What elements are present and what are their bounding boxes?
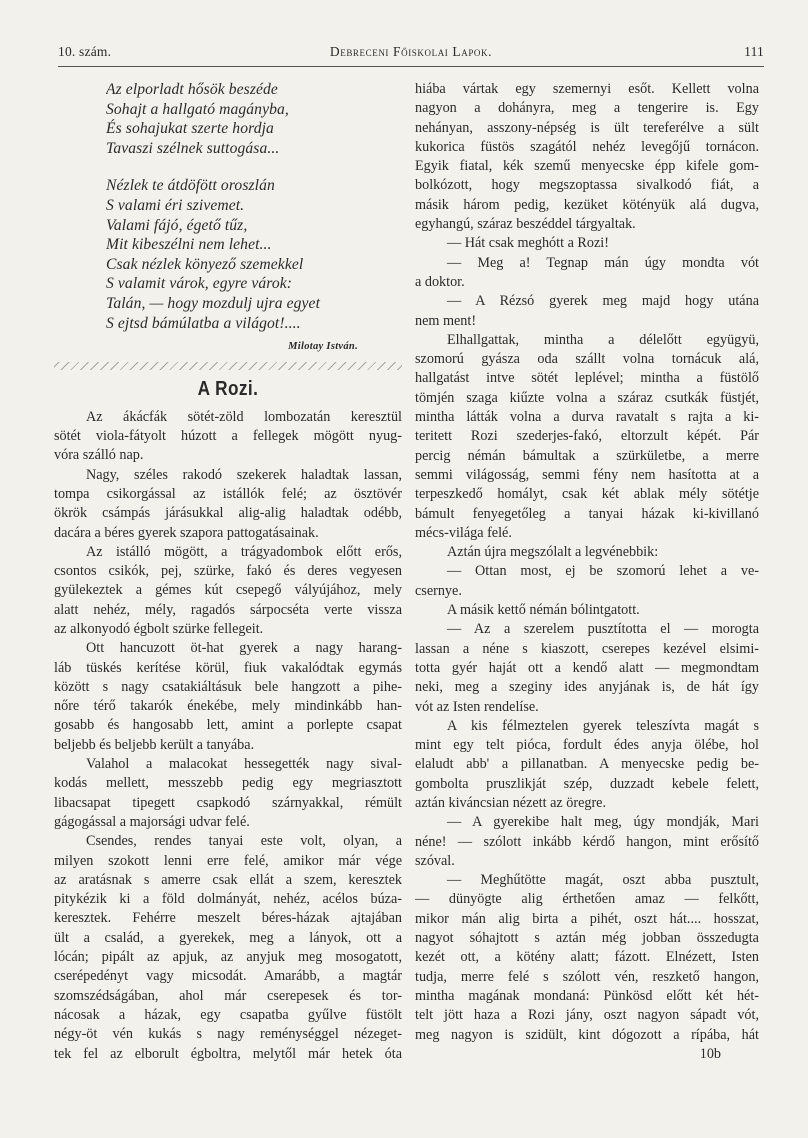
text-line: telt jött haza a Rozi jány, oszt nagyon sápadt vót,: [415, 1007, 759, 1024]
story-title: A Rozi.: [197, 378, 259, 401]
text-line: — Meg a! Tegnap mán úgy mondta vót: [447, 254, 759, 271]
text-line: — dünyögte alig érthetően amaz — felkőtt,: [415, 891, 759, 908]
poem-line: Csak nézlek könyező szemekkel: [106, 255, 304, 273]
text-line: Az istálló mögött, a trágyadombok előtt erős,: [86, 543, 402, 560]
text-line: az aratásnak s amerre csak ellát a szem, keresztek: [54, 871, 402, 888]
poem-line: Nézlek te átdöfött oroszlán: [106, 177, 275, 195]
text-line: lassan a néne s kiaszott, cserepes kezével elsimi-: [415, 640, 759, 657]
story-body-right: [415, 80, 759, 1045]
text-line: — Ottan most, ej be szomorú lehet a ve-: [447, 563, 759, 580]
text-line: cserépedényt vagy micsodát. Amarább, a magtár: [54, 968, 402, 985]
text-line: teritett Rozi szederjes-fakó, eltorzult képét. Pár: [415, 428, 759, 445]
text-line: ökrök csámpás járásukkal alig-alig haladtak odébb,: [54, 505, 402, 522]
text-line: szóval.: [415, 852, 455, 869]
sheet-number: 10b: [699, 1045, 721, 1062]
text-line: Aztán újra megszólalt a legvénebbik:: [447, 544, 659, 561]
text-line: gyülekeztek a gémes kút csepegő vályújához, mely: [54, 582, 402, 599]
text-line: között s nagy csatakiáltásuk bele hangzott a pihe-: [54, 678, 402, 695]
poem-line: S valamit várok, egyre várok:: [106, 275, 293, 293]
text-line: dacára a béres gyerek szapora pattogatásainak.: [54, 524, 319, 541]
text-line: sötét viola-fátyolt húzott a fellegek mögött nyug-: [54, 428, 402, 445]
poem-stanza-1: [106, 80, 402, 158]
text-line: percig némán bámultak a szürkületbe, a merre: [415, 447, 759, 464]
text-line: Nagy, széles rakodó szekerek haladtak lassan,: [86, 466, 402, 483]
header-rule: [58, 66, 764, 67]
text-line: mécs-világa felé.: [415, 524, 512, 541]
text-line: mikor mán alig birta a pihét, oszt hát.... hosszat,: [415, 910, 759, 927]
text-line: csernye.: [415, 582, 462, 599]
text-line: bámult fenyegetőleg a tanyai házak ki-kivillanó: [415, 505, 759, 522]
poem-line: És sohajukat szerte hordja: [106, 120, 274, 138]
poem-line: S ejtsd bámúlatba a világot!....: [106, 314, 301, 332]
text-line: Az ákácfák sötét-zöld lombozatán keresztül: [86, 408, 402, 425]
issue-number: 10. szám.: [58, 44, 112, 59]
text-line: gombolta pruszlikját szép, duzzadt kebele felett,: [415, 775, 759, 792]
text-line: milyen szokott lenni erre felé, amikor már vége: [54, 852, 402, 869]
text-line: mint egy telt pióca, fordult édes anyja ölébe, hol: [415, 737, 759, 754]
text-line: — A gyerekibe halt meg, úgy mondják, Mari: [447, 814, 759, 831]
text-line: négy-öt vén kukás s nagy reménységgel nézeget-: [54, 1026, 402, 1043]
poem-line: S valami éri szivemet.: [106, 196, 245, 214]
text-line: — A Rézsó gyerek meg majd hogy utána: [447, 293, 759, 310]
text-line: Egyik fiatal, kék szemű menyecske épp kifele gom-: [415, 158, 759, 175]
text-line: tömjén szaga kiűzte volna a száraz csutkák füstjét,: [415, 389, 759, 406]
text-line: aztán kiváncsian nézett az öregre.: [415, 794, 607, 811]
poem-line: Sohajt a hallgató magányba,: [106, 100, 289, 118]
text-line: tek fel az elborult égboltra, melytől már hetek óta: [54, 1045, 402, 1062]
text-line: mintha látták volna a durva ravatalt s rajta a ki-: [415, 409, 759, 426]
text-line: terpeszkedő homályt, csak két ablak mély sötétje: [415, 486, 759, 503]
text-line: szomszédságában, ahol már cserepesek és tor-: [54, 987, 402, 1004]
poem: [54, 80, 402, 333]
text-line: semmi világosság, semmi fény nem hasította at a: [415, 466, 759, 483]
text-line: vót az Isten rendelíse.: [415, 698, 539, 715]
text-line: hiába vártak egy szemernyi esőt. Kellett volna: [415, 81, 759, 97]
poem-line: Az elporladt hősök beszéde: [106, 81, 278, 98]
text-line: bolkózott, hogy megszoptassa sivalkodó fiát, a: [415, 177, 759, 194]
text-line: Valahol a malacokat hessegették nagy sival-: [86, 756, 402, 773]
text-line: néne! — szólott inkább kérdő hangon, mint erősítő: [415, 833, 759, 850]
text-line: egyhangú, száraz beszéddel tárgyaltak.: [415, 216, 636, 233]
text-line: kezét ott, a kötény alatt; fázott. Elnézett, Isten: [415, 949, 759, 966]
journal-title: Debreceni Főiskolai Lapok.: [329, 44, 493, 59]
text-line: vóra szálló nap.: [54, 447, 144, 464]
poem-line: Valami fájó, égető tűz,: [106, 216, 248, 234]
text-line: A kis félmeztelen gyerek teleszívta magát s: [447, 717, 759, 734]
poem-line: Tavaszi szélnek suttogása...: [106, 139, 280, 157]
story-body-left: [54, 408, 402, 1064]
text-line: keresztek. Fehérre meszelt béres-házak ajtajában: [54, 910, 402, 927]
text-line: elaludt abb' a pillanatban. A menyecske pedig be-: [415, 756, 759, 773]
text-line: hallgatást intve sötét leplével; mintha a füstölő: [415, 370, 759, 387]
text-line: nagyon a dohányra, meg a tengerire is. Egy: [415, 100, 759, 117]
text-line: gágogással a majorsági udvar felé.: [54, 813, 250, 830]
text-line: libacsapat tipegett csapkodó szárnyakkal, rémült: [54, 794, 402, 811]
text-line: lócán; pipált az apjuk, az anyjuk meg mosogatott,: [54, 949, 402, 966]
text-line: meg nagyon is szidült, kint dógozott a rípába, hát: [415, 1026, 759, 1043]
text-line: A másik kettő némán bólintgatott.: [447, 602, 640, 619]
right-column: [415, 80, 759, 1064]
poem-line: Mit kibeszélni nem lehet...: [106, 236, 272, 254]
running-header: [58, 44, 764, 64]
text-line: tompa csikorgással az istállók felé; az ösztövér: [54, 485, 402, 502]
text-line: gosabb és hangosabb lett, amint a porlepte csapat: [54, 717, 402, 734]
text-line: nőre térő takarók énekébe, mely mindinkább han-: [54, 698, 402, 715]
text-line: neki, meg a szeginy ides anyjának is, de hát így: [415, 679, 759, 696]
text-line: Elhallgattak, mintha a délelőtt együgyü,: [447, 331, 759, 348]
text-line: másik három pedig, kezüket kötényük alá dugva,: [415, 196, 759, 213]
text-line: kukorica füstös szagától nehéz levegőjű tornácon.: [415, 138, 759, 155]
text-line: mintha magának mondaná: Pünkösd előtt két hét-: [415, 987, 759, 1004]
text-line: — Az a szerelem pusztította el — morogta: [447, 621, 759, 638]
text-line: — Meghűtötte magát, oszt abba pusztult,: [447, 872, 759, 889]
text-line: ült a család, a gyerekek, meg a lányok, ott a: [54, 929, 402, 946]
poem-stanza-2: [106, 176, 402, 333]
text-line: nagyot sóhajtott s aztán még jobban összedugta: [415, 930, 759, 947]
text-line: a doktor.: [415, 273, 465, 290]
text-line: — Hát csak meghótt a Rozi!: [447, 235, 609, 252]
text-line: láb tüskés kerítése körül, fiuk vakalódtak egymás: [54, 659, 402, 676]
text-line: nehányan, asszony-népség is ült tereferélve a sült: [415, 119, 759, 136]
text-line: beljebb és beljebb került a tanyába.: [54, 736, 255, 753]
poem-author: Milotay István.: [288, 341, 358, 353]
text-line: az alkonyodó égbolt szürke fellegeit.: [54, 620, 264, 637]
section-divider: [54, 362, 402, 370]
text-line: nem ment!: [415, 312, 477, 329]
text-line: Csendes, rendes tanyai este volt, olyan, a: [86, 833, 402, 850]
text-line: nácosak a házak, egy csapatba gyűlve füstölt: [54, 1006, 402, 1023]
text-line: pitykézik ki a föld dolmányát, nehéz, acélos búza-: [54, 891, 402, 908]
page-number: 111: [744, 44, 764, 59]
text-line: totta gyér haját ott a kendő alatt — megmondtam: [415, 659, 759, 676]
poem-line: Talán, — hogy mozdulj ujra egyet: [106, 294, 321, 312]
text-line: Ott hancuzott öt-hat gyerek a nagy harang-: [86, 640, 402, 657]
text-line: csontos csikók, pej, szürke, fakó és deres vegyesen: [54, 563, 402, 580]
text-line: kodás mellett, messzebb pedig egy megriasztott: [54, 775, 402, 792]
text-line: alatt nehéz, mély, ragadós sárpocséta verte vissza: [54, 601, 402, 618]
left-column: [54, 80, 402, 1064]
text-line: tudja, merre felé s szólott vén, reszkető hangon,: [415, 968, 759, 985]
text-line: szomorú gyásza oda szállt volna tornácuk alá,: [415, 351, 759, 368]
